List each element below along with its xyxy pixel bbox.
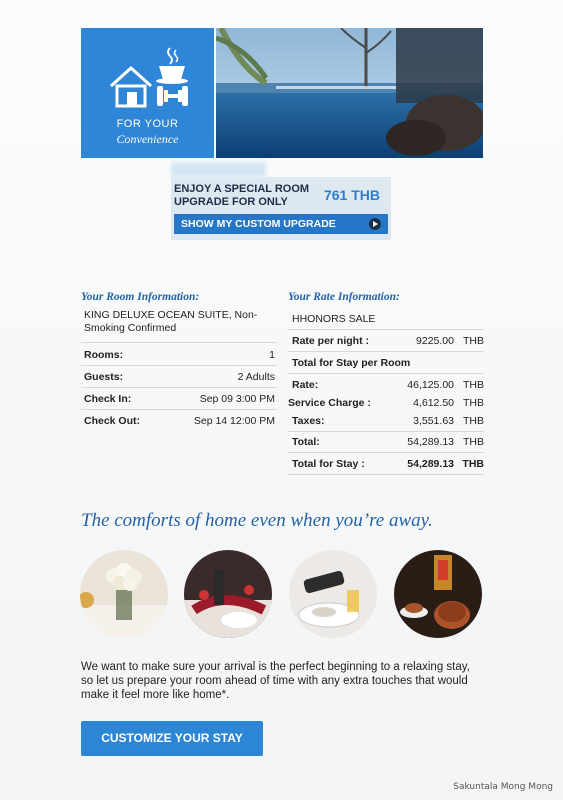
- room-row-value: Sep 09 3:00 PM: [199, 393, 275, 405]
- room-row-checkin: [81, 389, 277, 410]
- total-header: Total for Stay per Room: [292, 357, 411, 369]
- room-service-icon: [105, 44, 190, 114]
- rate-row-service: [288, 393, 484, 413]
- customize-stay-button[interactable]: CUSTOMIZE YOUR STAY: [81, 721, 263, 756]
- rate-row-value: 54,289.13: [407, 436, 454, 448]
- rate-row-label: Rate per night :: [292, 335, 370, 347]
- rate-row-value: 9225.00: [416, 335, 454, 347]
- room-name: KING DELUXE OCEAN SUITE, Non-Smoking Confirmed: [81, 309, 277, 343]
- rate-row-taxes: [288, 411, 484, 432]
- total-stay-row: [288, 454, 484, 475]
- rate-per-night-row: [288, 331, 484, 352]
- rate-info-title: Your Rate Information:: [288, 291, 400, 303]
- show-upgrade-button[interactable]: [174, 214, 388, 234]
- upgrade-price: 761 THB: [323, 187, 380, 203]
- breakfast-photo: [289, 550, 377, 638]
- room-row-label: Check In:: [84, 393, 132, 405]
- show-upgrade-label: SHOW MY CUSTOM UPGRADE: [181, 218, 336, 230]
- room-row-label: Rooms:: [84, 349, 124, 361]
- flowers-photo: [80, 550, 168, 638]
- tea-photo: [394, 550, 482, 638]
- total-stay-label: Total for Stay :: [292, 458, 365, 470]
- rate-row-currency: THB: [463, 379, 484, 391]
- room-row-value: Sep 14 12:00 PM: [193, 415, 275, 427]
- rate-row-currency: THB: [463, 397, 484, 409]
- room-row-value: 2 Adults: [237, 371, 275, 383]
- rate-row-total: [288, 432, 484, 453]
- convenience-panel: [81, 28, 214, 158]
- arrow-right-icon: [369, 218, 381, 230]
- convenience-label-line2: Convenience: [116, 132, 179, 146]
- rate-row-value: 3,551.63: [413, 415, 454, 427]
- rate-name: HHONORS SALE: [292, 313, 376, 325]
- room-row-checkout: [81, 411, 277, 431]
- upgrade-headline: ENJOY A SPECIAL ROOM UPGRADE FOR ONLY: [174, 183, 310, 208]
- convenience-label-line1: FOR YOUR: [116, 118, 179, 130]
- room-row-rooms: [81, 345, 277, 366]
- rate-row-label: Rate:: [292, 379, 319, 391]
- total-header-row: [288, 353, 484, 374]
- rate-row-value: 46,125.00: [407, 379, 454, 391]
- upgrade-offer: [171, 177, 391, 240]
- rate-row-label: Service Charge :: [288, 397, 371, 409]
- total-stay-value: 54,289.13: [407, 458, 454, 470]
- room-info-title: Your Room Information:: [81, 291, 200, 303]
- rate-row-label: Taxes:: [292, 415, 325, 427]
- rate-row-currency: THB: [463, 335, 484, 347]
- rate-row-rate: [288, 375, 484, 395]
- dining-photo: [184, 550, 272, 638]
- rate-row-label: Total:: [292, 436, 320, 448]
- tagline: The comforts of home even when you’re away.: [81, 510, 433, 531]
- room-row-label: Guests:: [84, 371, 124, 383]
- intro-paragraph: We want to make sure your arrival is the perfect beginning to a relaxing stay, so let us prepare your room ahead of time with any extra touches that would make it feel more like home*.: [81, 661, 470, 701]
- rate-row-currency: THB: [463, 415, 484, 427]
- rate-name-row: [288, 309, 484, 330]
- room-row-value: 1: [269, 349, 275, 361]
- room-row-label: Check Out:: [84, 415, 141, 427]
- room-row-guests: [81, 367, 277, 388]
- total-stay-currency: THB: [462, 458, 484, 470]
- redacted-name: [171, 162, 266, 177]
- pool-photo: [216, 28, 483, 158]
- photo-credit: Sakuntala Mong Mong: [453, 782, 553, 792]
- rate-row-value: 4,612.50: [413, 397, 454, 409]
- rate-row-currency: THB: [463, 436, 484, 448]
